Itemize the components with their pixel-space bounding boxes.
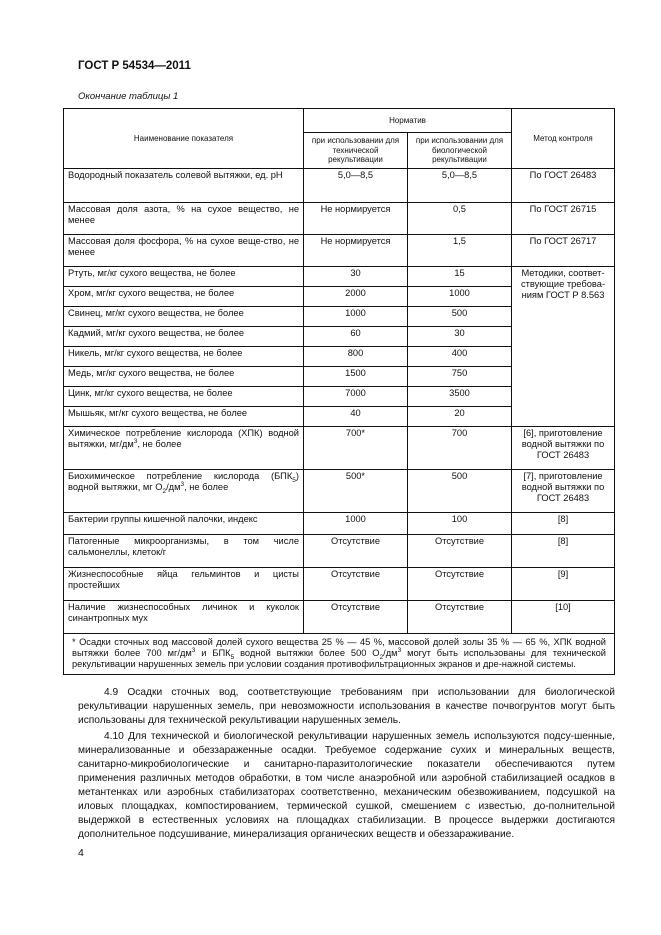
bod-text-c: /дм bbox=[166, 481, 181, 492]
row-tech-value: 60 bbox=[304, 327, 408, 347]
row-bio-value: 500 bbox=[408, 307, 512, 327]
page-number: 4 bbox=[78, 847, 84, 859]
row-name-cod bbox=[64, 427, 304, 470]
row-bio-value: 1000 bbox=[408, 287, 512, 307]
row-method: [9] bbox=[512, 568, 615, 601]
row-tech-value: Отсутствие bbox=[304, 568, 408, 601]
note-sup-1: 3 bbox=[191, 646, 196, 654]
row-name: Ртуть, мг/кг сухого вещества, не более bbox=[64, 267, 304, 287]
row-tech-value: 1000 bbox=[304, 307, 408, 327]
bod-text-d: , не более bbox=[184, 481, 229, 492]
row-bio-value: 500 bbox=[408, 470, 512, 513]
row-name: Кадмий, мг/кг сухого вещества, не более bbox=[64, 327, 304, 347]
row-method: [8] bbox=[512, 513, 615, 535]
row-bio-value: 400 bbox=[408, 347, 512, 367]
row-method: [10] bbox=[512, 601, 615, 634]
row-name: Массовая доля фосфора, % на сухое веще-ство, не менее bbox=[64, 235, 304, 267]
bod-text-a: Биохимическое потребление кислорода (БПК bbox=[68, 471, 293, 481]
row-bio-value: 700 bbox=[408, 427, 512, 470]
row-name: Свинец, мг/кг сухого вещества, не более bbox=[64, 307, 304, 327]
row-name: Никель, мг/кг сухого вещества, не более bbox=[64, 347, 304, 367]
row-name: Жизнеспособные яйца гельминтов и цисты простейших bbox=[64, 568, 304, 601]
row-bio-value: 15 bbox=[408, 267, 512, 287]
row-tech-value: 800 bbox=[304, 347, 408, 367]
paragraph-4-10: 4.10 Для технической и биологической рекультивации нарушенных земель используются подсу-шенные, минерализованные и обеззараженные осадки. Требуемое содержание сухих и минеральных веществ, санитарно-микробиологические и санитарно-паразитологические показатели обеспечиваются путем применения различных методов обработки, в том числе анаэробной или аэробной стабилизацией осадков в метантенках или аэробных стабилизаторах соответственно, механическим обезвоживанием, подсушкой на иловых площадках, компостированием, термической сушкой, смешением с известью, до-полнительной выдержкой в естественных условиях на площадках стабилизации. В процессе выдержки достигаются дополнительное подсушивание, минерализация органических веществ и обеззараживание. bbox=[78, 731, 615, 840]
row-bio-value: 100 bbox=[408, 513, 512, 535]
row-bio-value: Отсутствие bbox=[408, 601, 512, 634]
table-row bbox=[64, 568, 615, 601]
row-bio-value: 3500 bbox=[408, 387, 512, 407]
note-text-e: могут быть использованы для технической рекультивации нарушенных земель при условии создания противофильтрационных экранов и дре-нажной системы. bbox=[72, 647, 606, 669]
row-bio-value: 5,0—8,5 bbox=[408, 169, 512, 203]
bod-sub-1: 5 bbox=[292, 476, 296, 484]
row-tech-value: 2000 bbox=[304, 287, 408, 307]
row-name: Патогенные микроорганизмы, в том числе сальмонеллы, клеток/г bbox=[64, 535, 304, 568]
table-caption: Окончание таблицы 1 bbox=[78, 91, 179, 102]
note-text-a: * Осадки сточных вод массовой долей сухого вещества 25 % — 45 %, массовой долей золы 35 % — 65 %, ХПК водной вытяжки более 700 мг/дм bbox=[72, 637, 606, 658]
row-bio-value: 20 bbox=[408, 407, 512, 427]
table-row bbox=[64, 235, 615, 267]
row-name: Хром, мг/кг сухого вещества, не более bbox=[64, 287, 304, 307]
note-text-b: и БПК bbox=[195, 647, 231, 658]
cod-text-a: Химическое потребление кислорода (ХПК) водной вытяжки, мг/дм bbox=[68, 428, 299, 449]
table-row bbox=[64, 427, 615, 470]
note-sup-2: 3 bbox=[397, 646, 402, 654]
row-bio-value: Отсутствие bbox=[408, 568, 512, 601]
row-tech-value: 1500 bbox=[304, 367, 408, 387]
table-note-row bbox=[64, 634, 615, 675]
table-row bbox=[64, 203, 615, 235]
note-sub-2: 2 bbox=[379, 653, 384, 661]
row-method: [7], приготовление водной вытяжки по ГОСТ 26483 bbox=[512, 470, 615, 513]
row-bio-value: Отсутствие bbox=[408, 535, 512, 568]
bod-sub-2: 2 bbox=[162, 487, 167, 495]
row-method: По ГОСТ 26717 bbox=[512, 235, 615, 267]
row-method-heavy-metals: Методики, соответ-ствующие требова-ниям ГОСТ Р 8.563 bbox=[512, 267, 615, 427]
row-method: [6], приготовление водной вытяжки по ГОСТ 26483 bbox=[512, 427, 615, 470]
page-header-standard: ГОСТ Р 54534—2011 bbox=[78, 60, 191, 72]
row-method: По ГОСТ 26483 bbox=[512, 169, 615, 203]
row-tech-value: 5,0—8,5 bbox=[304, 169, 408, 203]
table-row bbox=[64, 470, 615, 513]
header-biological: при использовании для биологической рекультивации bbox=[408, 133, 512, 169]
row-bio-value: 750 bbox=[408, 367, 512, 387]
table-row bbox=[64, 267, 615, 287]
row-name: Мышьяк, мг/кг сухого вещества, не более bbox=[64, 407, 304, 427]
row-name: Наличие жизнеспособных личинок и куколок синантропных мух bbox=[64, 601, 304, 634]
bod-text-b: ) водной вытяжки, мг О bbox=[68, 471, 299, 492]
table-footnote bbox=[64, 634, 615, 675]
row-tech-value: 30 bbox=[304, 267, 408, 287]
row-name: Массовая доля азота, % на сухое вещество, не менее bbox=[64, 203, 304, 235]
row-name: Водородный показатель солевой вытяжки, ед. pH bbox=[64, 169, 304, 203]
paragraph-4-9: 4.9 Осадки сточных вод, соответствующие требованиям при использовании для биологической рекультивации нарушенных земель, при невозможности использования в качестве почвогрунтов могут быть использованы для технической рекультивации нарушенных земель. bbox=[78, 687, 615, 726]
row-tech-value: Отсутствие bbox=[304, 601, 408, 634]
norms-table bbox=[63, 108, 615, 675]
table-row bbox=[64, 169, 615, 203]
row-tech-value: 700* bbox=[304, 427, 408, 470]
row-bio-value: 0,5 bbox=[408, 203, 512, 235]
row-tech-value: 40 bbox=[304, 407, 408, 427]
header-norm: Норматив bbox=[304, 109, 512, 133]
note-text-d: /дм bbox=[383, 647, 398, 658]
row-name: Цинк, мг/кг сухого вещества, не более bbox=[64, 387, 304, 407]
table-row bbox=[64, 535, 615, 568]
table-header-row bbox=[64, 109, 615, 133]
row-tech-value: Не нормируется bbox=[304, 235, 408, 267]
row-tech-value: Отсутствие bbox=[304, 535, 408, 568]
header-method: Метод контроля bbox=[512, 109, 615, 169]
row-name-bod bbox=[64, 470, 304, 513]
row-name: Бактерии группы кишечной палочки, индекс bbox=[64, 513, 304, 535]
header-technical: при использовании для технической рекультивации bbox=[304, 133, 408, 169]
row-method: По ГОСТ 26715 bbox=[512, 203, 615, 235]
bod-sup: 3 bbox=[180, 480, 185, 488]
table-row bbox=[64, 601, 615, 634]
row-bio-value: 30 bbox=[408, 327, 512, 347]
row-name: Медь, мг/кг сухого вещества, не более bbox=[64, 367, 304, 387]
cod-text-b: , не более bbox=[137, 438, 182, 449]
row-tech-value: 7000 bbox=[304, 387, 408, 407]
row-tech-value: 500* bbox=[304, 470, 408, 513]
cod-sup: 3 bbox=[133, 437, 138, 445]
note-sub-1: 5 bbox=[230, 653, 235, 661]
header-indicator-name: Наименование показателя bbox=[64, 109, 304, 169]
note-text-c: водной вытяжки более 500 О bbox=[234, 647, 380, 658]
row-method: [8] bbox=[512, 535, 615, 568]
row-tech-value: 1000 bbox=[304, 513, 408, 535]
table-row bbox=[64, 513, 615, 535]
row-tech-value: Не нормируется bbox=[304, 203, 408, 235]
row-bio-value: 1,5 bbox=[408, 235, 512, 267]
